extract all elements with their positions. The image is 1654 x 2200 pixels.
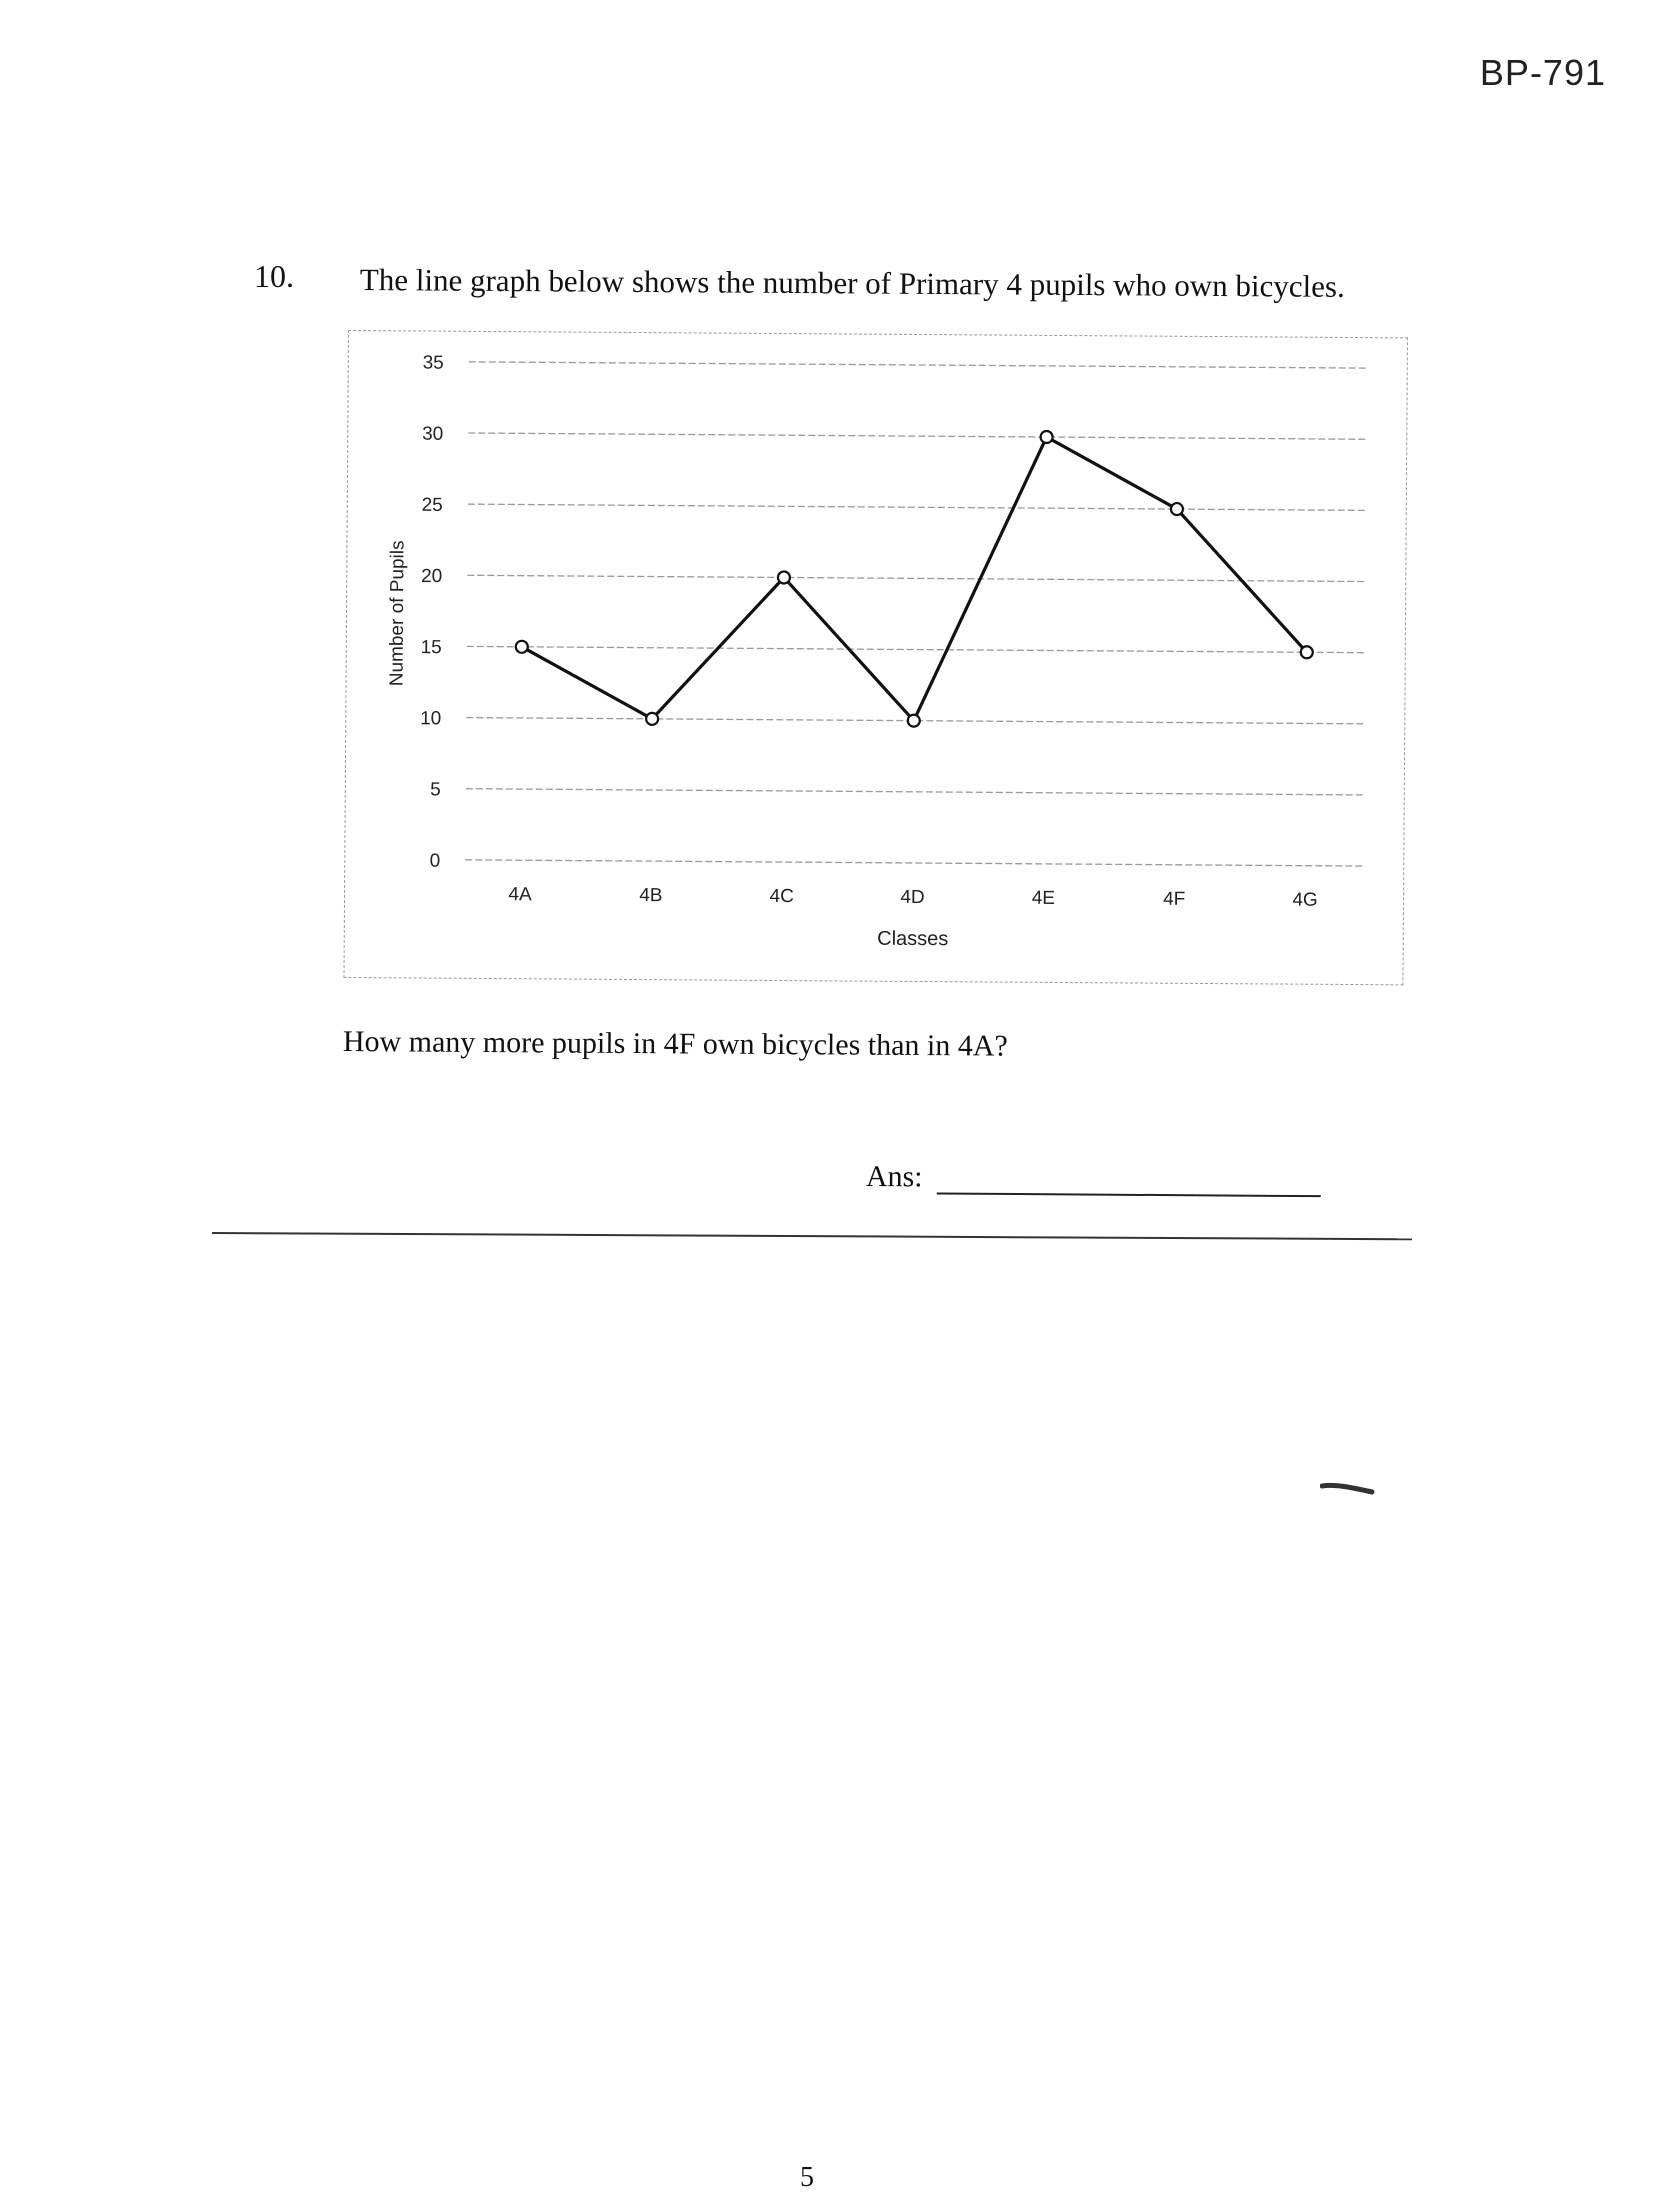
grid-lines (465, 362, 1368, 866)
x-tick-label-4C: 4C (769, 885, 794, 908)
grid-line-0 (465, 860, 1365, 866)
line-chart-frame (343, 330, 1407, 985)
data-point-4G (1301, 646, 1313, 658)
y-axis-ticks (419, 353, 444, 872)
section-divider (212, 1232, 1412, 1240)
data-point-4D (908, 715, 920, 727)
question-intro: The line graph below shows the number of Primary 4 pupils who own bicycles. (359, 262, 1345, 304)
line-chart (344, 331, 1408, 986)
y-tick-label: 15 (420, 637, 442, 659)
x-tick-label-4D: 4D (900, 886, 925, 909)
grid-line-5 (466, 789, 1366, 795)
y-tick-label: 35 (422, 352, 444, 374)
question-text: How many more pupils in 4F own bicycles than in 4A? (342, 1025, 1008, 1063)
grid-line-20 (467, 575, 1367, 581)
x-axis-label: Classes (877, 927, 949, 951)
series-layer (515, 427, 1314, 729)
y-tick-label: 25 (421, 494, 443, 516)
page-number: 5 (800, 2162, 814, 2193)
y-tick-label: 30 (422, 423, 444, 445)
grid-line-15 (467, 646, 1367, 652)
grid-line-25 (468, 504, 1368, 510)
x-tick-label-4B: 4B (639, 885, 663, 907)
x-tick-label-4G: 4G (1292, 889, 1318, 911)
data-point-4C (778, 571, 790, 583)
data-point-4A (516, 641, 528, 653)
y-tick-label: 10 (420, 708, 442, 730)
paper-code: BP-791 (1479, 52, 1606, 93)
pen-stroke-mark (1320, 1478, 1376, 1498)
answer-row (866, 1160, 1321, 1197)
y-tick-label: 0 (429, 850, 441, 872)
series-line (521, 433, 1308, 723)
x-tick-label-4F: 4F (1163, 888, 1186, 910)
y-tick-label: 5 (430, 779, 441, 801)
answer-blank[interactable] (936, 1164, 1320, 1197)
x-tick-label-4A: 4A (508, 884, 532, 906)
data-point-4B (646, 713, 658, 725)
y-tick-label: 20 (421, 565, 443, 588)
x-axis-ticks (508, 884, 1317, 911)
answer-label: Ans: (865, 1160, 923, 1194)
grid-line-30 (468, 433, 1368, 439)
y-axis-label: Number of Pupils (386, 540, 409, 687)
x-tick-label-4E: 4E (1031, 887, 1056, 909)
grid-line-35 (469, 362, 1369, 368)
question-number: 10. (254, 258, 294, 294)
data-point-4F (1171, 503, 1183, 515)
data-point-4E (1041, 431, 1053, 443)
